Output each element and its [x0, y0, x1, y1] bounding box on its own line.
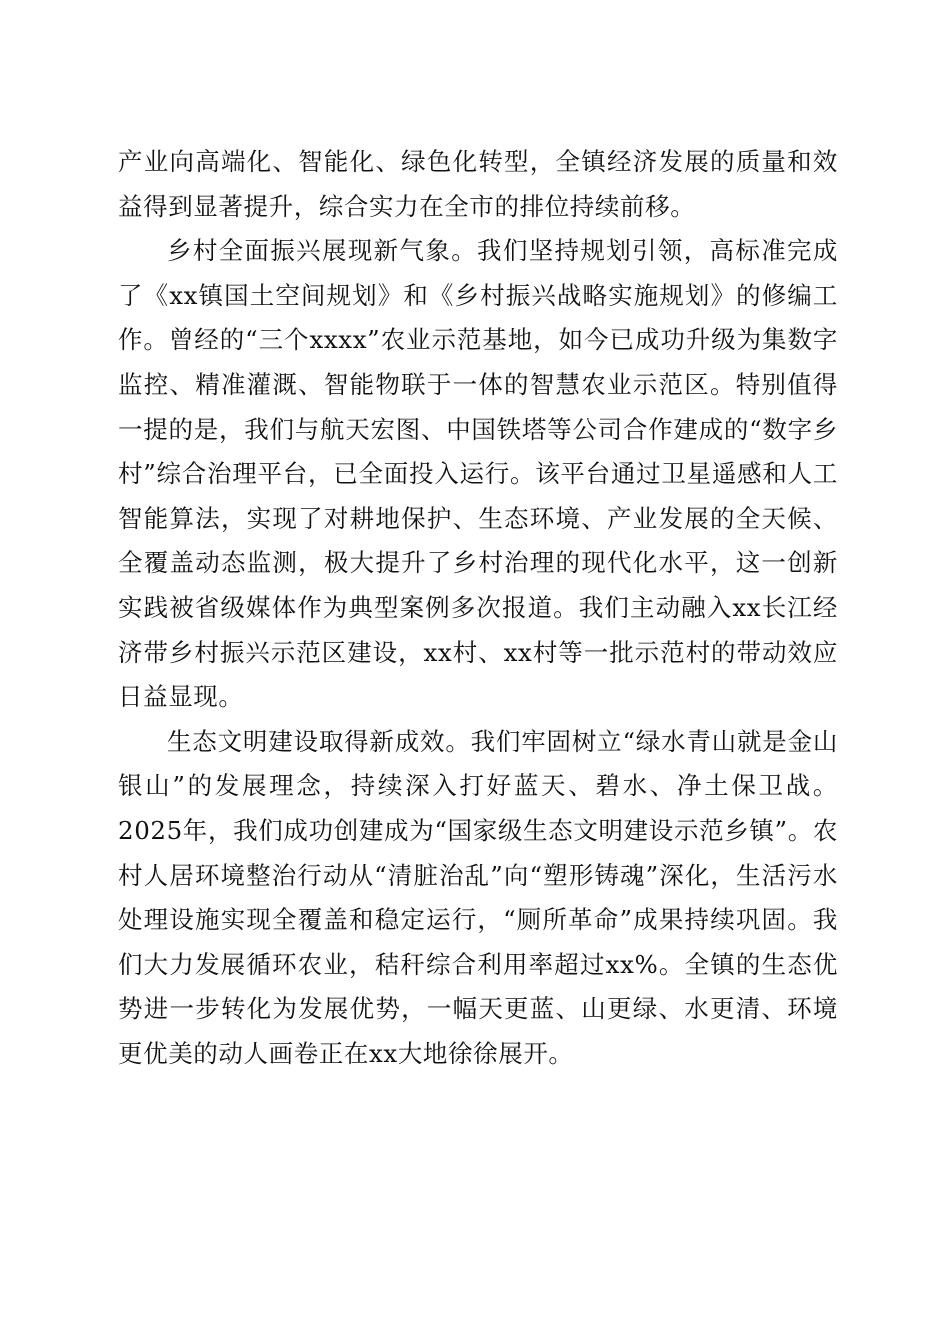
paragraph-rural-revitalization: 乡村全面振兴展现新气象。我们坚持规划引领，高标准完成了《xx镇国土空间规划》和《乡村振兴战略实施规划》的修编工作。曾经的“三个xxxx”农业示范基地，如今已成功升级为集数字监控、精准灌溉、智能物联于一体的智慧农业示范区。特别值得一提的是，我们与航天宏图、中国铁塔等公司合作建成的“数字乡村”综合治理平台，已全面投入运行。该平台通过卫星遥感和人工智能算法，实现了对耕地保护、生态环境、产业发展的全天候、全覆盖动态监测，极大提升了乡村治理的现代化水平，这一创新实践被省级媒体作为典型案例多次报道。我们主动融入xx长江经济带乡村振兴示范区建设，xx村、xx村等一批示范村的带动效应日益显现。 [118, 236, 838, 712]
paragraph-continuation: 产业向高端化、智能化、绿色化转型，全镇经济发展的质量和效益得到显著提升，综合实力在全市的排位持续前移。 [118, 147, 838, 221]
document-body [118, 140, 838, 1076]
paragraph-ecological-civilization: 生态文明建设取得新成效。我们牢固树立“绿水青山就是金山银山”的发展理念，持续深入打好蓝天、碧水、净土保卫战。2025年，我们成功创建成为“国家级生态文明建设示范乡镇”。农村人居环境整治行动从“清脏治乱”向“塑形铸魂”深化，生活污水处理设施实现全覆盖和稳定运行，“厕所革命”成果持续巩固。我们大力发展循环农业，秸秆综合利用率超过xx%。全镇的生态优势进一步转化为发展优势，一幅天更蓝、山更绿、水更清、环境更优美的动人画卷正在xx大地徐徐展开。 [118, 726, 838, 1068]
